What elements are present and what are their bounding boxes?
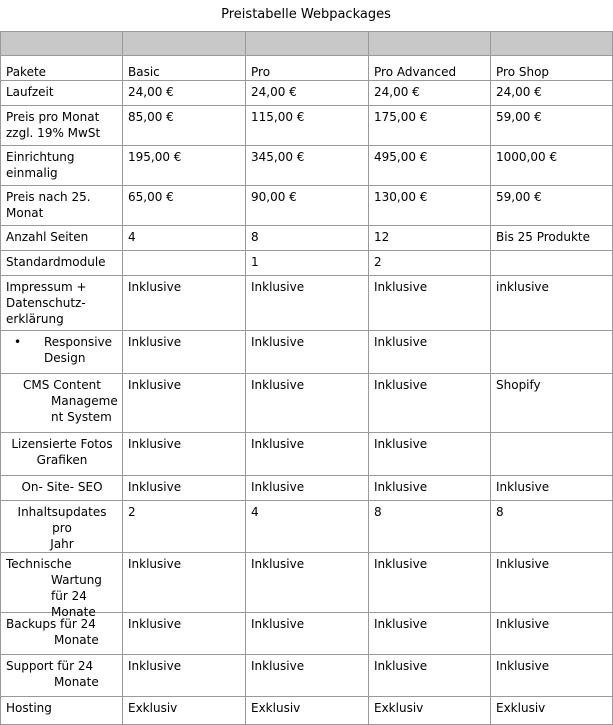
cell-value: Inklusive	[246, 374, 369, 433]
cell-value	[123, 251, 246, 276]
table-row	[1, 697, 613, 725]
row-label-line1: Support für 24	[6, 659, 94, 673]
row-label-cell	[1, 553, 123, 619]
table-row	[1, 106, 613, 146]
cell-value: Inklusive	[246, 476, 369, 501]
cell-value: Inklusive	[123, 374, 246, 433]
cell-value: Inklusive	[123, 433, 246, 476]
cell-value: 2	[123, 501, 246, 553]
row-label-rest: Monate	[54, 675, 99, 689]
table-row	[1, 146, 613, 186]
cell-value: Inklusive	[246, 553, 369, 613]
header-cell-pro-advanced: Pro Advanced	[369, 56, 491, 81]
table-row	[1, 613, 613, 655]
cell-value: Inklusive	[123, 655, 246, 697]
table-row	[1, 331, 613, 374]
cell-value: 12	[369, 226, 491, 251]
cell-value: Inklusive	[246, 331, 369, 374]
cell-value: Exklusiv	[246, 697, 369, 725]
cell-value: Inklusive	[123, 476, 246, 501]
row-label-cell	[1, 374, 123, 433]
cell-value: Inklusive	[246, 433, 369, 476]
cell-value: Shopify	[491, 374, 613, 433]
cell-value: 1	[246, 251, 369, 276]
header-bar-cell	[1, 32, 123, 56]
cell-value: Inklusive	[369, 553, 491, 613]
header-cell-pakete: Pakete	[1, 56, 123, 81]
header-cell-pro-shop: Pro Shop	[491, 56, 613, 81]
cell-value: 24,00 €	[491, 81, 613, 106]
cell-value: Inklusive	[369, 655, 491, 697]
page-title: Preistabelle Webpackages	[221, 7, 391, 22]
cell-value	[491, 433, 613, 476]
row-label-rest: Grafiken	[36, 453, 88, 467]
cell-value: 24,00 €	[369, 81, 491, 106]
cell-value: 8	[491, 501, 613, 553]
cell-value: 8	[246, 226, 369, 251]
row-label-line1: Inhaltsupdates pro	[17, 505, 107, 535]
table-row	[1, 251, 613, 276]
cell-value: inklusive	[491, 276, 613, 331]
cell-value: Inklusive	[246, 655, 369, 697]
header-bar-row	[1, 32, 613, 56]
cell-value: Inklusive	[123, 331, 246, 374]
row-label: Responsive Design	[44, 335, 113, 365]
header-cell-pro: Pro	[246, 56, 369, 81]
row-label-cell	[1, 613, 123, 655]
cell-value: Bis 25 Produkte	[491, 226, 613, 251]
cell-value: 8	[369, 501, 491, 553]
cell-value: Exklusiv	[123, 697, 246, 725]
table-row	[1, 655, 613, 697]
header-bar-cell	[246, 32, 369, 56]
cell-value: 59,00 €	[491, 186, 613, 226]
cell-value: Inklusive	[491, 476, 613, 501]
cell-value: 4	[246, 501, 369, 553]
header-bar-cell	[369, 32, 491, 56]
row-label-cell	[1, 501, 123, 553]
table-row	[1, 374, 613, 433]
row-label-line1: Lizensierte Fotos	[11, 437, 113, 451]
cell-value: Exklusiv	[491, 697, 613, 725]
cell-value: 130,00 €	[369, 186, 491, 226]
cell-value: Inklusive	[369, 331, 491, 374]
price-table	[0, 31, 613, 725]
table-row	[1, 276, 613, 331]
row-label-line1: CMS Content	[23, 378, 101, 392]
row-label: Preis pro Monat zzgl. 19% MwSt	[1, 106, 123, 146]
row-label-cell	[1, 655, 123, 697]
cell-value: Inklusive	[246, 613, 369, 655]
table-row	[1, 226, 613, 251]
header-cell-basic: Basic	[123, 56, 246, 81]
cell-value: Inklusive	[369, 476, 491, 501]
cell-value: Inklusive	[123, 613, 246, 655]
row-label: Impressum + Datenschutz-erklärung	[1, 276, 123, 331]
cell-value: Inklusive	[491, 553, 613, 613]
cell-value: Inklusive	[246, 276, 369, 331]
row-label-rest: Monate	[54, 633, 99, 647]
cell-value: 195,00 €	[123, 146, 246, 186]
row-label: Preis nach 25. Monat	[1, 186, 123, 226]
header-bar-cell	[123, 32, 246, 56]
cell-value: 2	[369, 251, 491, 276]
table-row	[1, 476, 613, 501]
cell-value: Inklusive	[369, 276, 491, 331]
cell-value: 90,00 €	[246, 186, 369, 226]
row-label-cell	[1, 433, 123, 476]
row-label: Anzahl Seiten	[1, 226, 123, 251]
table-row	[1, 433, 613, 476]
cell-value: Inklusive	[123, 553, 246, 613]
cell-value	[491, 331, 613, 374]
cell-value: Inklusive	[369, 374, 491, 433]
cell-value: 59,00 €	[491, 106, 613, 146]
table-row	[1, 501, 613, 553]
cell-value: Exklusiv	[369, 697, 491, 725]
table-row	[1, 553, 613, 613]
table-row	[1, 186, 613, 226]
row-label: Einrichtung einmalig	[1, 146, 123, 186]
row-label-line1: Backups für 24	[6, 617, 96, 631]
cell-value: Inklusive	[491, 655, 613, 697]
cell-value: 24,00 €	[246, 81, 369, 106]
cell-value	[491, 251, 613, 276]
row-label-cell	[1, 331, 123, 374]
cell-value: 175,00 €	[369, 106, 491, 146]
cell-value: 495,00 €	[369, 146, 491, 186]
row-label-rest: Jahr	[50, 537, 74, 551]
cell-value: 1000,00 €	[491, 146, 613, 186]
row-label: Standardmodule	[1, 251, 123, 276]
cell-value: 115,00 €	[246, 106, 369, 146]
cell-value: Inklusive	[123, 276, 246, 331]
cell-value: Inklusive	[369, 613, 491, 655]
row-label-line1: Technische	[6, 557, 72, 571]
header-bar-cell	[491, 32, 613, 56]
cell-value: 85,00 €	[123, 106, 246, 146]
row-label-rest: Manageme nt System	[51, 394, 118, 424]
cell-value: 4	[123, 226, 246, 251]
row-label: On- Site- SEO	[1, 476, 123, 501]
row-label: Hosting	[1, 697, 123, 725]
row-label-rest: Wartung für 24 Monate	[51, 573, 102, 619]
bullet-glyph: •	[14, 335, 22, 349]
table-row	[1, 81, 613, 106]
cell-value: 24,00 €	[123, 81, 246, 106]
cell-value: 65,00 €	[123, 186, 246, 226]
cell-value: Inklusive	[369, 433, 491, 476]
cell-value: Inklusive	[491, 613, 613, 655]
row-label: Laufzeit	[1, 81, 123, 106]
cell-value: 345,00 €	[246, 146, 369, 186]
table-header-row	[1, 56, 613, 81]
